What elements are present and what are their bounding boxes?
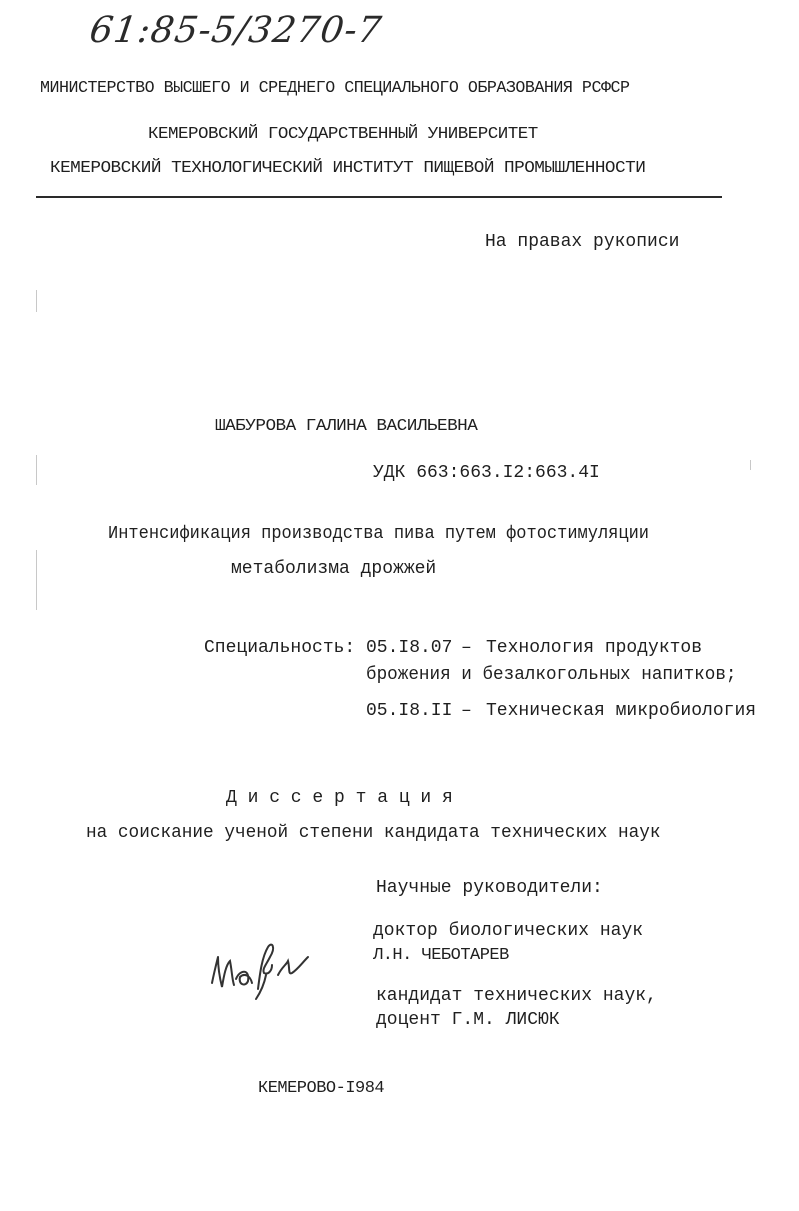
specialty-name-1-line-1: Технология продуктов bbox=[486, 638, 703, 658]
thesis-title-line-2: метаболизма дрожжей bbox=[231, 559, 437, 579]
advisors-label: Научные руководители: bbox=[376, 878, 603, 898]
advisor-1-degree: доктор биологических наук bbox=[373, 921, 644, 941]
scan-margin-mark bbox=[36, 455, 37, 485]
advisor-1-name: Л.Н. ЧЕБОТАРЕВ bbox=[373, 946, 509, 965]
advisor-2-name: доцент Г.М. ЛИСЮК bbox=[376, 1010, 560, 1030]
institute-heading: КЕМЕРОВСКИЙ ТЕХНОЛОГИЧЕСКИЙ ИНСТИТУТ ПИЩЕВОЙ ПРОМЫШЛЕННОСТИ bbox=[50, 159, 646, 178]
thesis-title-line-1: Интенсификация производства пива путем фотостимуляции bbox=[108, 524, 650, 544]
specialty-code-1: 05.I8.07 bbox=[366, 638, 453, 658]
specialty-dash-2: – bbox=[461, 701, 472, 721]
header-divider bbox=[36, 196, 722, 198]
manuscript-note: На правах рукописи bbox=[485, 232, 680, 252]
scan-margin-mark bbox=[750, 460, 751, 470]
specialty-code-2: 05.I8.II bbox=[366, 701, 453, 721]
ministry-heading: МИНИСТЕРСТВО ВЫСШЕГО И СРЕДНЕГО СПЕЦИАЛЬНОГО ОБРАЗОВАНИЯ РСФСР bbox=[40, 79, 630, 98]
specialty-dash-1: – bbox=[461, 638, 472, 658]
scan-margin-mark bbox=[36, 550, 37, 610]
university-heading: КЕМЕРОВСКИЙ ГОСУДАРСТВЕННЫЙ УНИВЕРСИТЕТ bbox=[148, 125, 538, 144]
city-year: КЕМЕРОВО-I984 bbox=[258, 1079, 385, 1098]
dissertation-purpose: на соискание ученой степени кандидата технических наук bbox=[86, 823, 661, 843]
udc-code: УДК 663:663.I2:663.4I bbox=[373, 463, 600, 483]
author-name: ШАБУРОВА ГАЛИНА ВАСИЛЬЕВНА bbox=[215, 417, 478, 436]
specialty-name-1-line-2: брожения и безалкогольных напитков; bbox=[366, 665, 737, 685]
advisor-2-degree: кандидат технических наук, bbox=[376, 986, 657, 1006]
archive-code: 61:85-5/3270-7 bbox=[87, 10, 385, 51]
dissertation-word: Д и с с е р т а ц и я bbox=[226, 788, 453, 808]
scan-margin-mark bbox=[36, 290, 37, 312]
author-signature bbox=[206, 935, 316, 1005]
specialty-name-2: Техническая микробиология bbox=[486, 701, 757, 721]
specialty-label: Специальность: bbox=[204, 638, 356, 658]
